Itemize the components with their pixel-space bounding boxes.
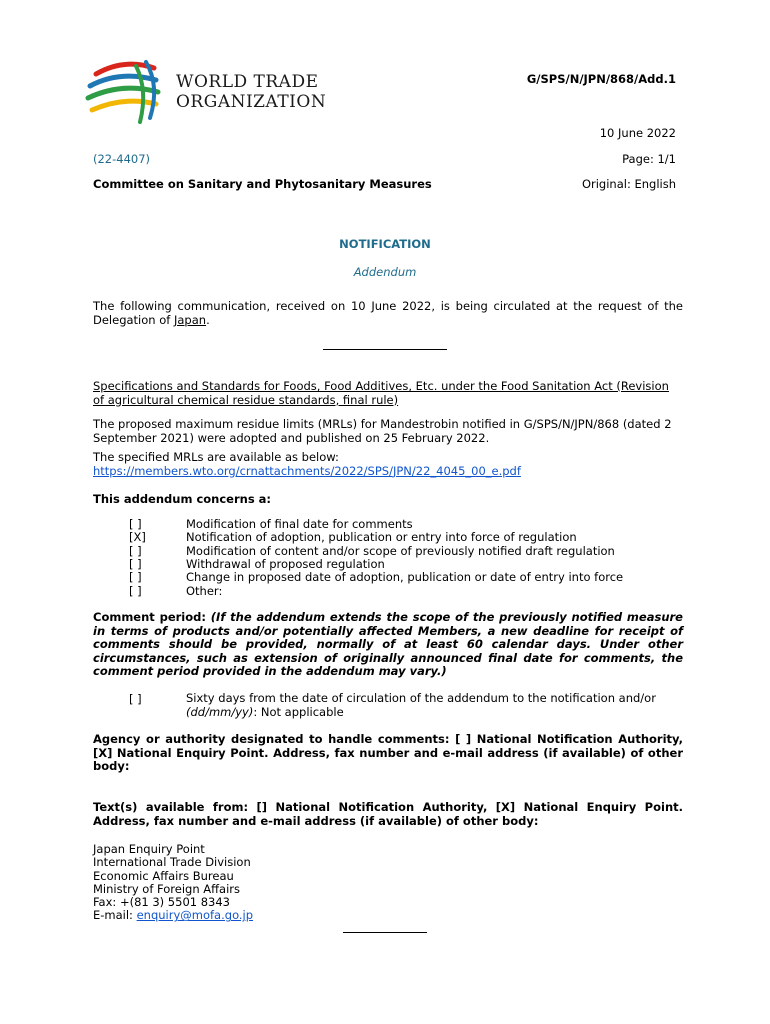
- comment-period-option: [93, 692, 683, 720]
- page-indicator: Page: 1/1: [622, 152, 676, 166]
- option-checkbox: [ ]: [129, 583, 142, 598]
- wto-wordmark: [176, 72, 326, 112]
- body-text: The specified MRLs are available as below:: [93, 450, 339, 464]
- option-checkbox: [ ]: [129, 570, 142, 585]
- not-applicable-text: : Not applicable: [253, 704, 344, 719]
- comment-period-paragraph: [93, 611, 683, 679]
- concern-option: [93, 557, 683, 571]
- option-checkbox: [ ]: [129, 543, 142, 558]
- agency-paragraph: Agency or authority designated to handle comments: [ ] National Notification Authority, [X] National Enquiry Point. Address, fax number and e-mail address (if available) of other body:: [93, 732, 683, 773]
- committee-name: Committee on Sanitary and Phytosanitary Measures: [93, 177, 432, 191]
- intro-paragraph: [93, 300, 683, 327]
- date-format: (dd/mm/yy): [186, 704, 254, 719]
- original-language: Original: English: [581, 177, 676, 191]
- end-rule: [343, 932, 427, 933]
- concern-option: [93, 517, 683, 531]
- logo-line-1: WORLD TRADE: [176, 72, 319, 92]
- concerns-options: [93, 517, 683, 599]
- texts-available-paragraph: Text(s) available from: [] National Notification Authority, [X] National Enquiry Point. Address, fax number and e-mail address (if available) of other body:: [93, 800, 683, 828]
- wto-logo: [84, 56, 344, 128]
- concern-option: [93, 544, 683, 558]
- email-line: [93, 909, 253, 922]
- separator-rule: [323, 349, 447, 350]
- mrl-document-link[interactable]: https://members.wto.org/crnattachments/2022/SPS/JPN/22_4045_00_e.pdf: [93, 463, 521, 478]
- option-label: Other:: [186, 583, 223, 598]
- option-label: Modification of content and/or scope of previously notified draft regulation: [186, 543, 615, 558]
- email-label: E-mail:: [93, 908, 137, 923]
- logo-line-2: ORGANIZATION: [176, 92, 327, 112]
- comment-option-line-1: Sixty days from the date of circulation of the addendum to the notification and/or: [186, 691, 656, 705]
- addendum-subheading: Addendum: [353, 265, 417, 279]
- member-name: Japan: [173, 312, 207, 327]
- concern-option: [93, 584, 683, 598]
- comment-period-label: Comment period:: [93, 610, 211, 624]
- document-number: (22-4407): [93, 152, 151, 166]
- wto-emblem-icon: [84, 56, 168, 128]
- option-checkbox: [ ]: [129, 556, 142, 571]
- notification-heading: NOTIFICATION: [339, 237, 431, 251]
- body-paragraph-2: [93, 451, 683, 478]
- address-line: Japan Enquiry Point: [93, 842, 205, 856]
- concern-option: [93, 570, 683, 584]
- intro-text: The following communication, received on 10 June 2022, is being circulated at the request of the Delegation of: [93, 299, 683, 327]
- option-label: Modification of final date for comments: [186, 517, 413, 531]
- intro-end: .: [206, 312, 210, 327]
- document-symbol: G/SPS/N/JPN/868/Add.1: [526, 72, 676, 86]
- option-label: Notification of adoption, publication or entry into force of regulation: [186, 530, 577, 545]
- address-line: Fax: +(81 3) 5501 8343: [93, 895, 231, 910]
- address-line: International Trade Division: [93, 855, 251, 870]
- email-link[interactable]: enquiry@mofa.go.jp: [136, 908, 254, 923]
- comment-period-option-text: [186, 692, 656, 719]
- option-label: Change in proposed date of adoption, publication or date of entry into force: [186, 570, 624, 585]
- option-checkbox: [ ]: [129, 517, 142, 531]
- option-checkbox: [ ]: [129, 692, 142, 706]
- concerns-heading: This addendum concerns a:: [93, 492, 272, 506]
- comment-period-text: (If the addendum extends the scope of the previously notified measure in terms of products and/or potentially affected Members, a new deadline for receipt of comments should be provided, normally of at least 60 calendar days. Under other circumstances, such as extension of originally announced final date for comments, the comment period provided in the addendum may vary.): [93, 610, 683, 678]
- document-date: 10 June 2022: [599, 126, 676, 140]
- address-line: Ministry of Foreign Affairs: [93, 881, 241, 896]
- body-paragraph-1: The proposed maximum residue limits (MRLs) for Mandestrobin notified in G/SPS/N/JPN/868 (dated 2 September 2021) were adopted and published on 25 February 2022.: [93, 417, 672, 445]
- notification-subject: Specifications and Standards for Foods, Food Additives, Etc. under the Food Sanitation Act (Revision of agricultural chemical residue standards, final rule): [93, 379, 669, 407]
- address-line: Economic Affairs Bureau: [93, 868, 234, 883]
- comment-option-line-2: [186, 706, 656, 720]
- option-checkbox: [X]: [129, 530, 146, 545]
- enquiry-point-address: [93, 843, 253, 923]
- option-label: Withdrawal of proposed regulation: [186, 556, 385, 571]
- concern-option: [93, 530, 683, 544]
